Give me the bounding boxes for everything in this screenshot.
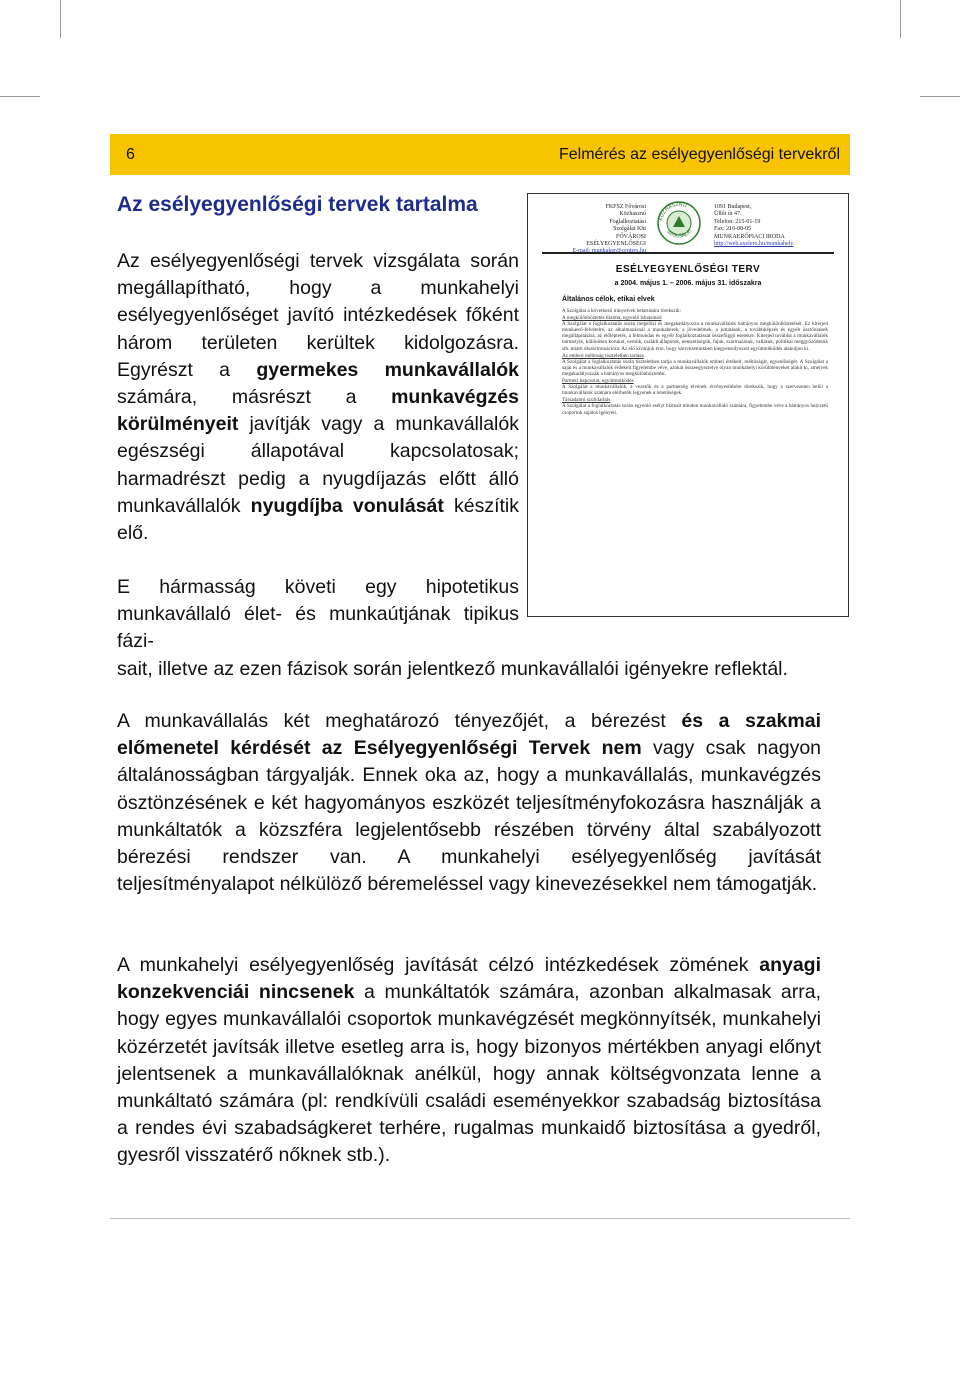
paragraph-4: A munkahelyi esélyegyenlőség javítását célzó intézkedések zömének anyagi konzekvenciái nincsenek a munkáltatók számára, azonban alkalmasak arra, hogy egyes munkavállalói csoportok munkavégzését megkönnyítsék, munkahelyi közérzetét javítsák illetve esetleg arra is, hogy bizonyos mértékben anyagi előnyt jelentsenek a munkavállalóknak anélkül, hogy annak költségvonzata lenne a munkáltató számára (pl: rendkívüli családi eseményekkor szabadság biztosítása a rendes évi szabadságkeret terhére, rugalmas munkaidő biztosítása a gyedről, gyesről visszatérő nőknek stb.).	[117, 954, 821, 1167]
page-header	[110, 134, 850, 175]
thumbnail-body: A Szolgálat a következő irányelvek betartására törekszik: A megkülönböztetés tilalma, egyenlő bánásmód A Szolgálat a foglalkoztatás során megelőzi és megakadályozza a munkavállalók hátrányos megkülönböztetését. Ez kiterjed munkaerő-felvételre, az alkalmazásnál a munkabérek, a jövedelmek, a juttatások, a továbbképzés és egyéb ösztönzések megállapítására, az előléptetés, a felmondás és egyéb foglalkoztatással összefüggő esetekre. Kiterjed továbbá a munkavállalók bármelyik, különösen korukat, nemük, családi állapotuk, nemzetiségük, fajuk, származásuk, vallásuk, politikai meggyőződésük stb. miatti diszkriminációra. Az elő kívánjuk érni, hogy szervezetünkben kiegyensúlyozott együttműködés alakuljon ki. Az emberi méltóság tiszteletben tartása A Szolgálat a foglalkoztatás során tiszteletben tartja a munkavállalók emberi értékeit, méltóságát, egyenlőségét. A Szolgálat a saját és a munkavállalók érdekeit figyelembe véve, azokat összeegyeztetve olyan munkahelyi körülményeket alakít ki, amelyek megakadályozzák a hátrányos megkülönböztetést. Partneri kapcsolat, együttműködés A Szolgálat a munkavállalók, a vezetők és a partnerség elvének érvényesítésére törekszik, hogy a szervezeten belül a munkavállalók számára elérhetők legyenek a lehetőségek. Társadalmi szolidaritás A Szolgálat a foglalkoztatás során egyenlő esélyt biztosít minden munkavállaló számára, figyelembe véve a hátrányos helyzetű csoportok sajátos igényeit.	[562, 308, 828, 416]
thumbnail-title: ESÉLYEGYENLŐSÉGI TERV	[615, 264, 761, 275]
paragraph-3: A munkavállalás két meghatározó tényezőjét, a bérezést és a szakmai előmenetel kérdését az Esélyegyenlőségi Tervek nem vagy csak nagyon általánosságban tárgyalják. Ennek oka az, hogy a munkavállalás, munkavégzés ösztönzésének e két hagyományos eszközét teljesítményfokozásra használják a munkáltatók a közszféra legjelentősebb részében törvény által szabályozott bérezési rendszer van. A munkahelyi esélyegyenlőség javítását teljesítményalapot nélkülöző béremeléssel vagy kinevezésekkel nem támogatják.	[117, 710, 822, 896]
thumbnail-divider	[542, 252, 834, 254]
svg-text:KÖZHASZNÚ: KÖZHASZNÚ	[658, 201, 688, 222]
thumbnail-heading: Általános célok, etikai elvek	[562, 296, 655, 303]
svg-text:SZOLGÁLAT: SZOLGÁLAT	[665, 227, 694, 240]
section-title: Az esélyegyenlőségi tervek tartalma	[117, 193, 478, 216]
running-title: Felmérés az esélyegyenlőségi tervekről	[558, 145, 840, 163]
paragraph-2: E hármasság követi egy hipotetikus munkavállaló élet- és munkaútjának tipikus fázi- sait, illetve az ezen fázisok során jelentkező munkavállalói igényekre reflektál.	[117, 576, 788, 680]
seal-logo-icon	[656, 200, 702, 246]
crop-mark	[60, 0, 61, 38]
thumbnail-address: 1091 Budapest, Üllői út 47. Telefon: 215-01-19 Fax: 216-08-05 MUNKAERŐPIACI IRODA http://web.axelero.hu/munkahely	[714, 204, 794, 248]
paragraph-1: Az esélyegyenlőségi tervek vizsgálata során megállapítható, hogy a munkahelyi esélyegyenlőséget javító intézkedések főként három területen kerültek kidolgozásra. Egyrészt a gyermekes munkavállalók számára, másrészt a munkavégzés körülményeit javítják vagy a munkavállalók egészségi állapotával kapcsolatosak; harmadrészt pedig a nyugdíjazás előtt álló munkavállalók nyugdíjba vonulását készítik elő.	[117, 250, 520, 545]
crop-mark	[0, 96, 40, 97]
crop-mark	[900, 0, 901, 38]
thumbnail-org: FKFSZ Fővárosi Közhasznú Foglalkoztatási Szolgálat Kht FŐVÁROSI ESÉLYEGYENLŐSÉGI	[586, 204, 646, 248]
page-number: 6	[126, 145, 135, 163]
footer-rule	[110, 1218, 850, 1219]
thumbnail-period: a 2004. május 1. – 2006. május 31. időszakra	[614, 280, 762, 287]
plan-document-thumbnail	[527, 193, 849, 617]
crop-mark	[920, 96, 960, 97]
